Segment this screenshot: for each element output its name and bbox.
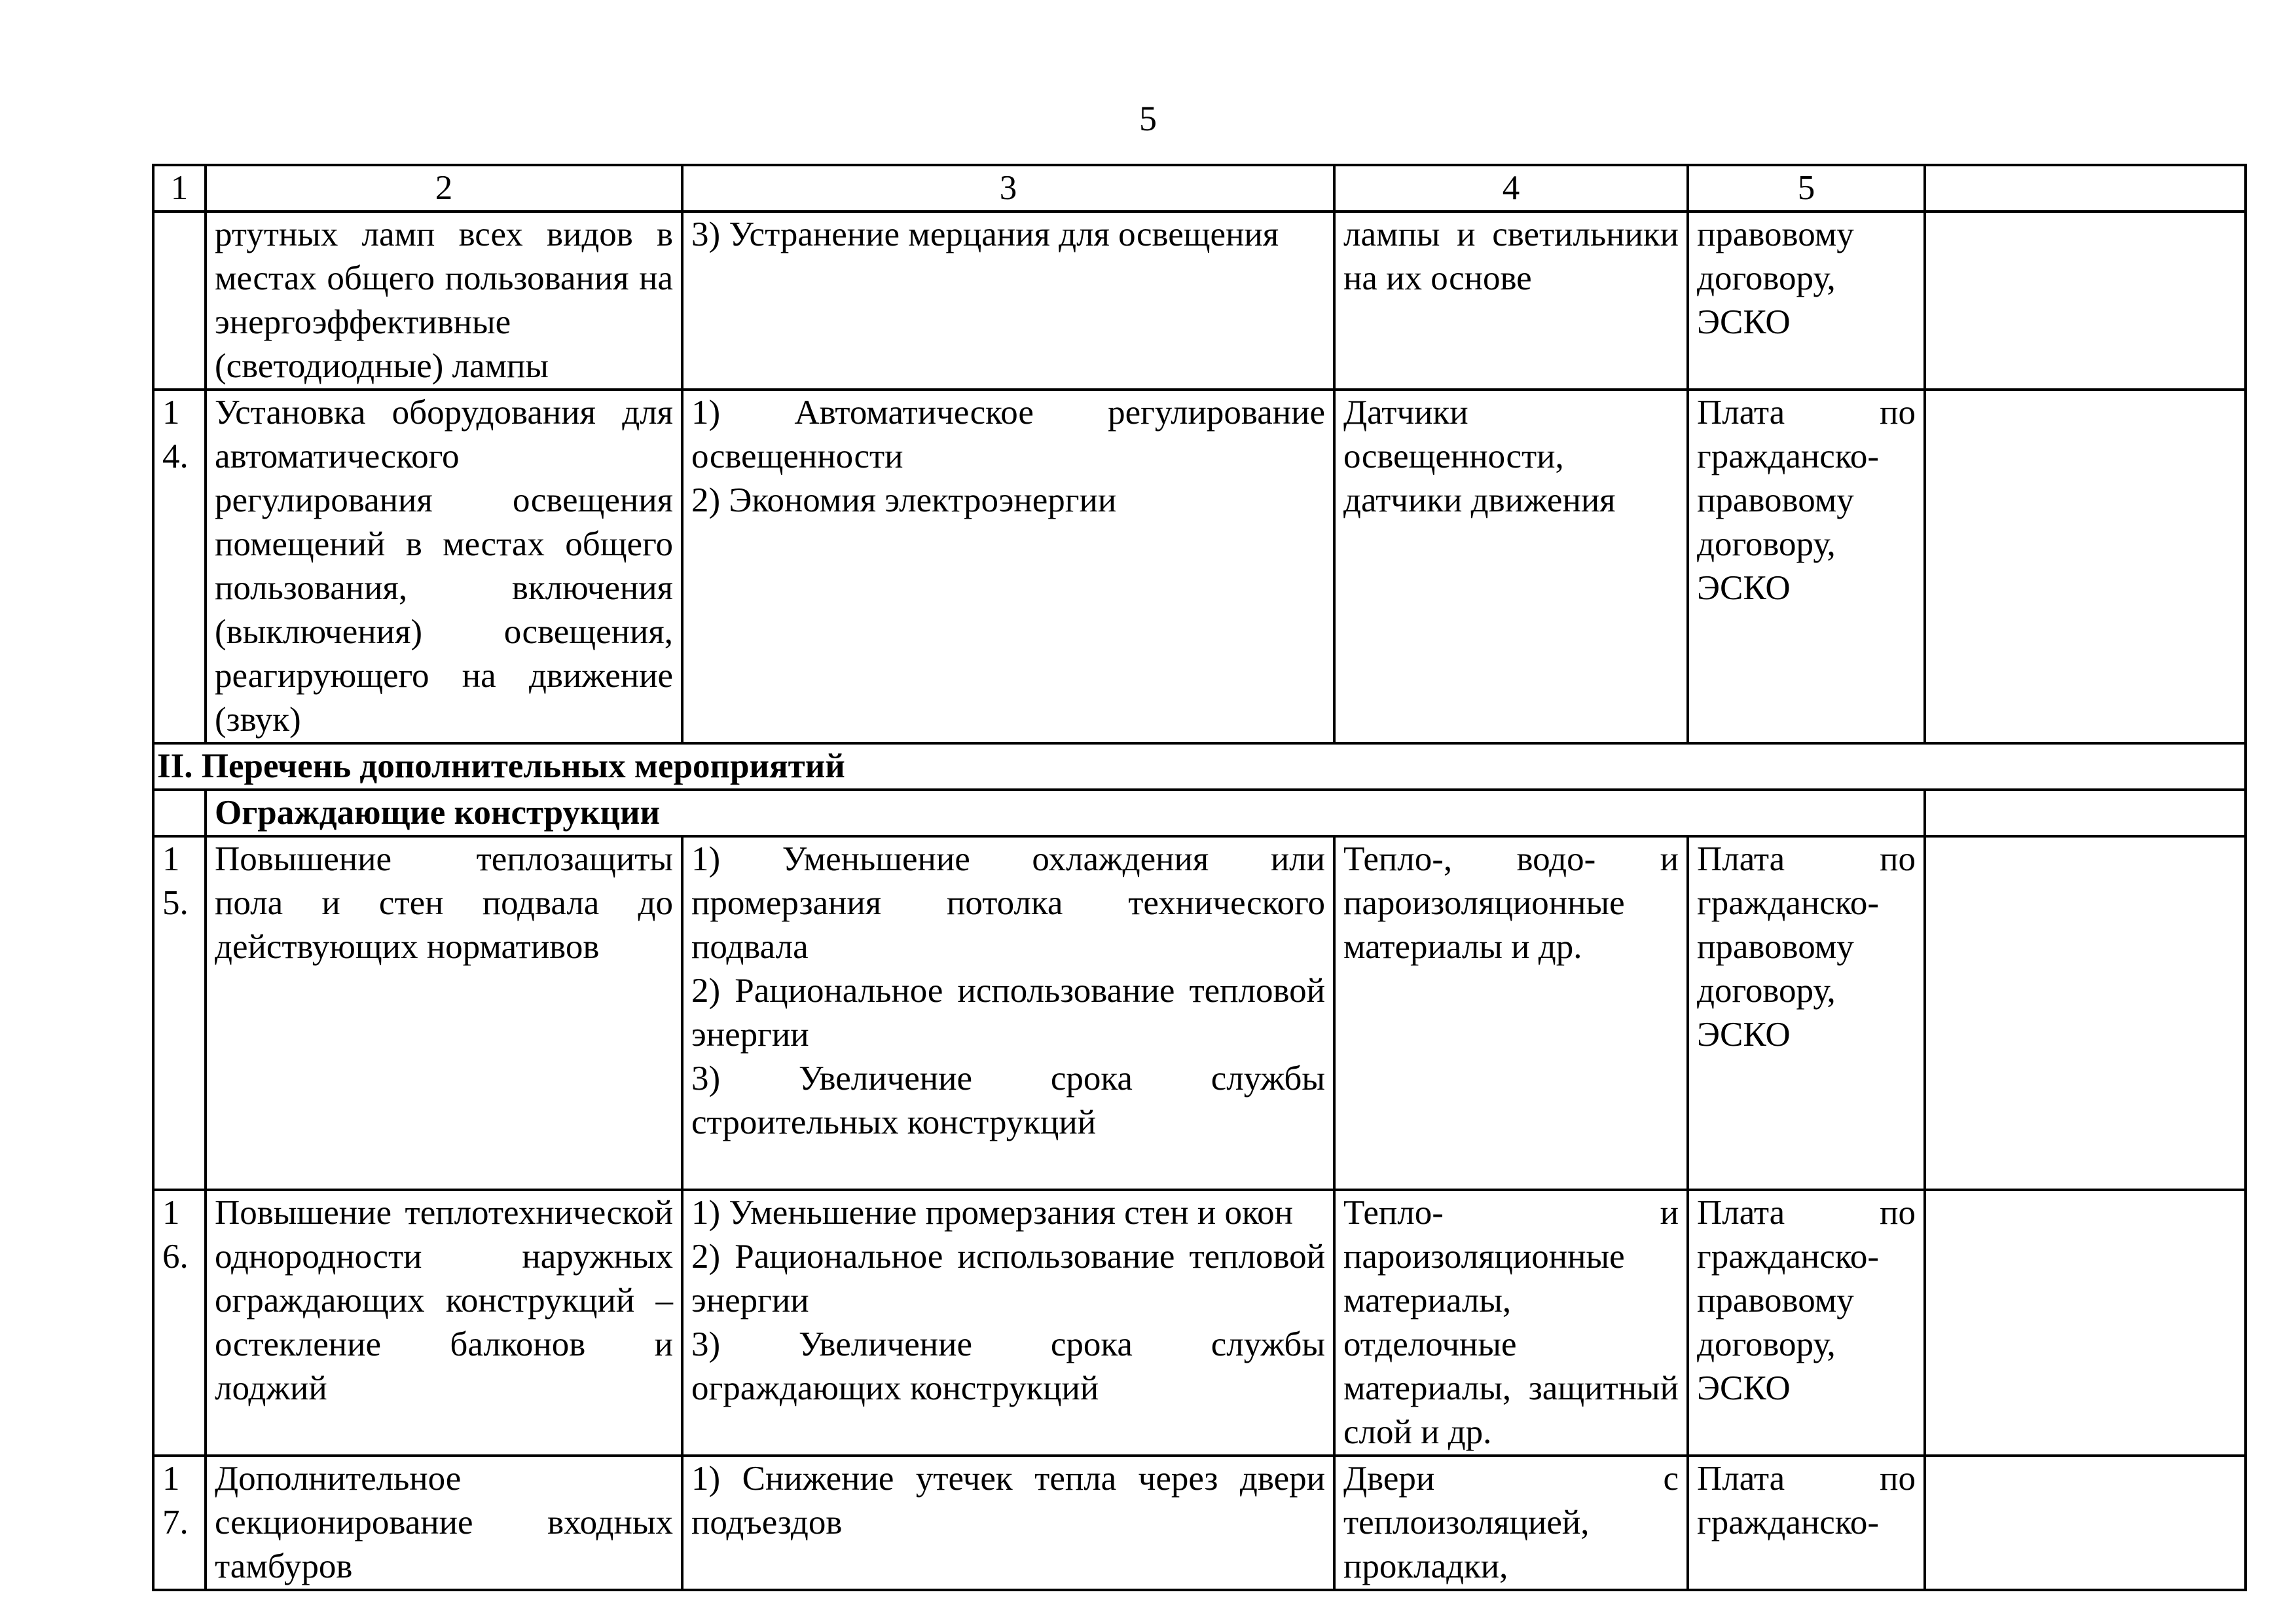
- empty-cell: [153, 790, 206, 836]
- financing-cell: правовому договору, ЭСКО: [1688, 212, 1925, 390]
- financing-cell: Плата по гражданско-правовому договору, ЭСКО: [1688, 1190, 1925, 1456]
- empty-cell: [1925, 212, 2246, 390]
- measure-cell: Повышение теплозащиты пола и стен подвала до действующих нормативов: [206, 836, 682, 1190]
- empty-cell: [1925, 390, 2246, 743]
- header-cell-2: 2: [206, 165, 682, 212]
- effect-item: 2) Рациональное использование тепловой энергии: [691, 1238, 1325, 1320]
- table-row: [153, 390, 2246, 743]
- financing-cell: Плата по гражданско-: [1688, 1456, 1925, 1590]
- materials-cell: Тепло- и пароизоляционные материалы, отделочные материалы, защитный слой и др.: [1334, 1190, 1688, 1456]
- effect-item: 1) Уменьшение промерзания стен и окон: [691, 1194, 1293, 1232]
- effect-cell: [682, 836, 1334, 1190]
- subsection-row: [153, 790, 2246, 836]
- effect-cell: [682, 1456, 1334, 1590]
- header-cell-6: [1925, 165, 2246, 212]
- row-number: 14.: [153, 390, 206, 743]
- measure-cell: Установка оборудования для автоматического регулирования освещения помещений в местах общего пользования, включения (выключения) освещения, реагирующего на движение (звук): [206, 390, 682, 743]
- subsection-title: Ограждающие конструкции: [206, 790, 1925, 836]
- financing-cell: Плата по гражданско-правовому договору, ЭСКО: [1688, 836, 1925, 1190]
- effect-item: 3) Увеличение срока службы строительных конструкций: [691, 1060, 1325, 1141]
- header-cell-5: 5: [1688, 165, 1925, 212]
- materials-cell: лампы и светильники на их основе: [1334, 212, 1688, 390]
- empty-cell: [1925, 1190, 2246, 1456]
- table-row: [153, 1190, 2246, 1456]
- table-row: [153, 836, 2246, 1190]
- row-number: 16.: [153, 1190, 206, 1456]
- header-cell-3: 3: [682, 165, 1334, 212]
- measure-cell: Дополнительное секционирование входных тамбуров: [206, 1456, 682, 1590]
- effect-item: 2) Рациональное использование тепловой энергии: [691, 972, 1325, 1054]
- effect-cell: [682, 390, 1334, 743]
- materials-cell: Датчики освещенности, датчики движения: [1334, 390, 1688, 743]
- empty-cell: [1925, 790, 2246, 836]
- header-cell-1: 1: [153, 165, 206, 212]
- financing-cell: Плата по гражданско-правовому договору, ЭСКО: [1688, 390, 1925, 743]
- section-title: II. Перечень дополнительных мероприятий: [153, 743, 2246, 790]
- empty-cell: [1925, 1456, 2246, 1590]
- materials-cell: Тепло-, водо- и пароизоляционные материалы и др.: [1334, 836, 1688, 1190]
- materials-cell: Двери с теплоизоляцией, прокладки,: [1334, 1456, 1688, 1590]
- effect-cell: 3) Устранение мерцания для освещения: [682, 212, 1334, 390]
- row-number: 15.: [153, 836, 206, 1190]
- row-number: 17.: [153, 1456, 206, 1590]
- effect-item: 1) Уменьшение охлаждения или промерзания потолка технического подвала: [691, 840, 1325, 966]
- effect-item: 1) Автоматическое регулирование освещенности: [691, 394, 1325, 475]
- measure-cell: ртутных ламп всех видов в местах общего пользования на энергоэффективные (светодиодные) лампы: [206, 212, 682, 390]
- measure-cell: Повышение теплотехнической однородности наружных ограждающих конструкций – остекление балконов и лоджий: [206, 1190, 682, 1456]
- header-cell-4: 4: [1334, 165, 1688, 212]
- table-header-row: [153, 165, 2246, 212]
- effect-cell: [682, 1190, 1334, 1456]
- measures-table: [152, 164, 2247, 1591]
- page-number: 5: [1139, 99, 1157, 138]
- effect-item: 2) Экономия электроэнергии: [691, 481, 1117, 519]
- effect-item: 3) Увеличение срока службы ограждающих конструкций: [691, 1325, 1325, 1407]
- row-number: [153, 212, 206, 390]
- table-row: [153, 1456, 2246, 1590]
- effect-item: 1) Снижение утечек тепла через двери подъездов: [691, 1460, 1325, 1541]
- table-row: [153, 212, 2246, 390]
- empty-cell: [1925, 836, 2246, 1190]
- section-row: [153, 743, 2246, 790]
